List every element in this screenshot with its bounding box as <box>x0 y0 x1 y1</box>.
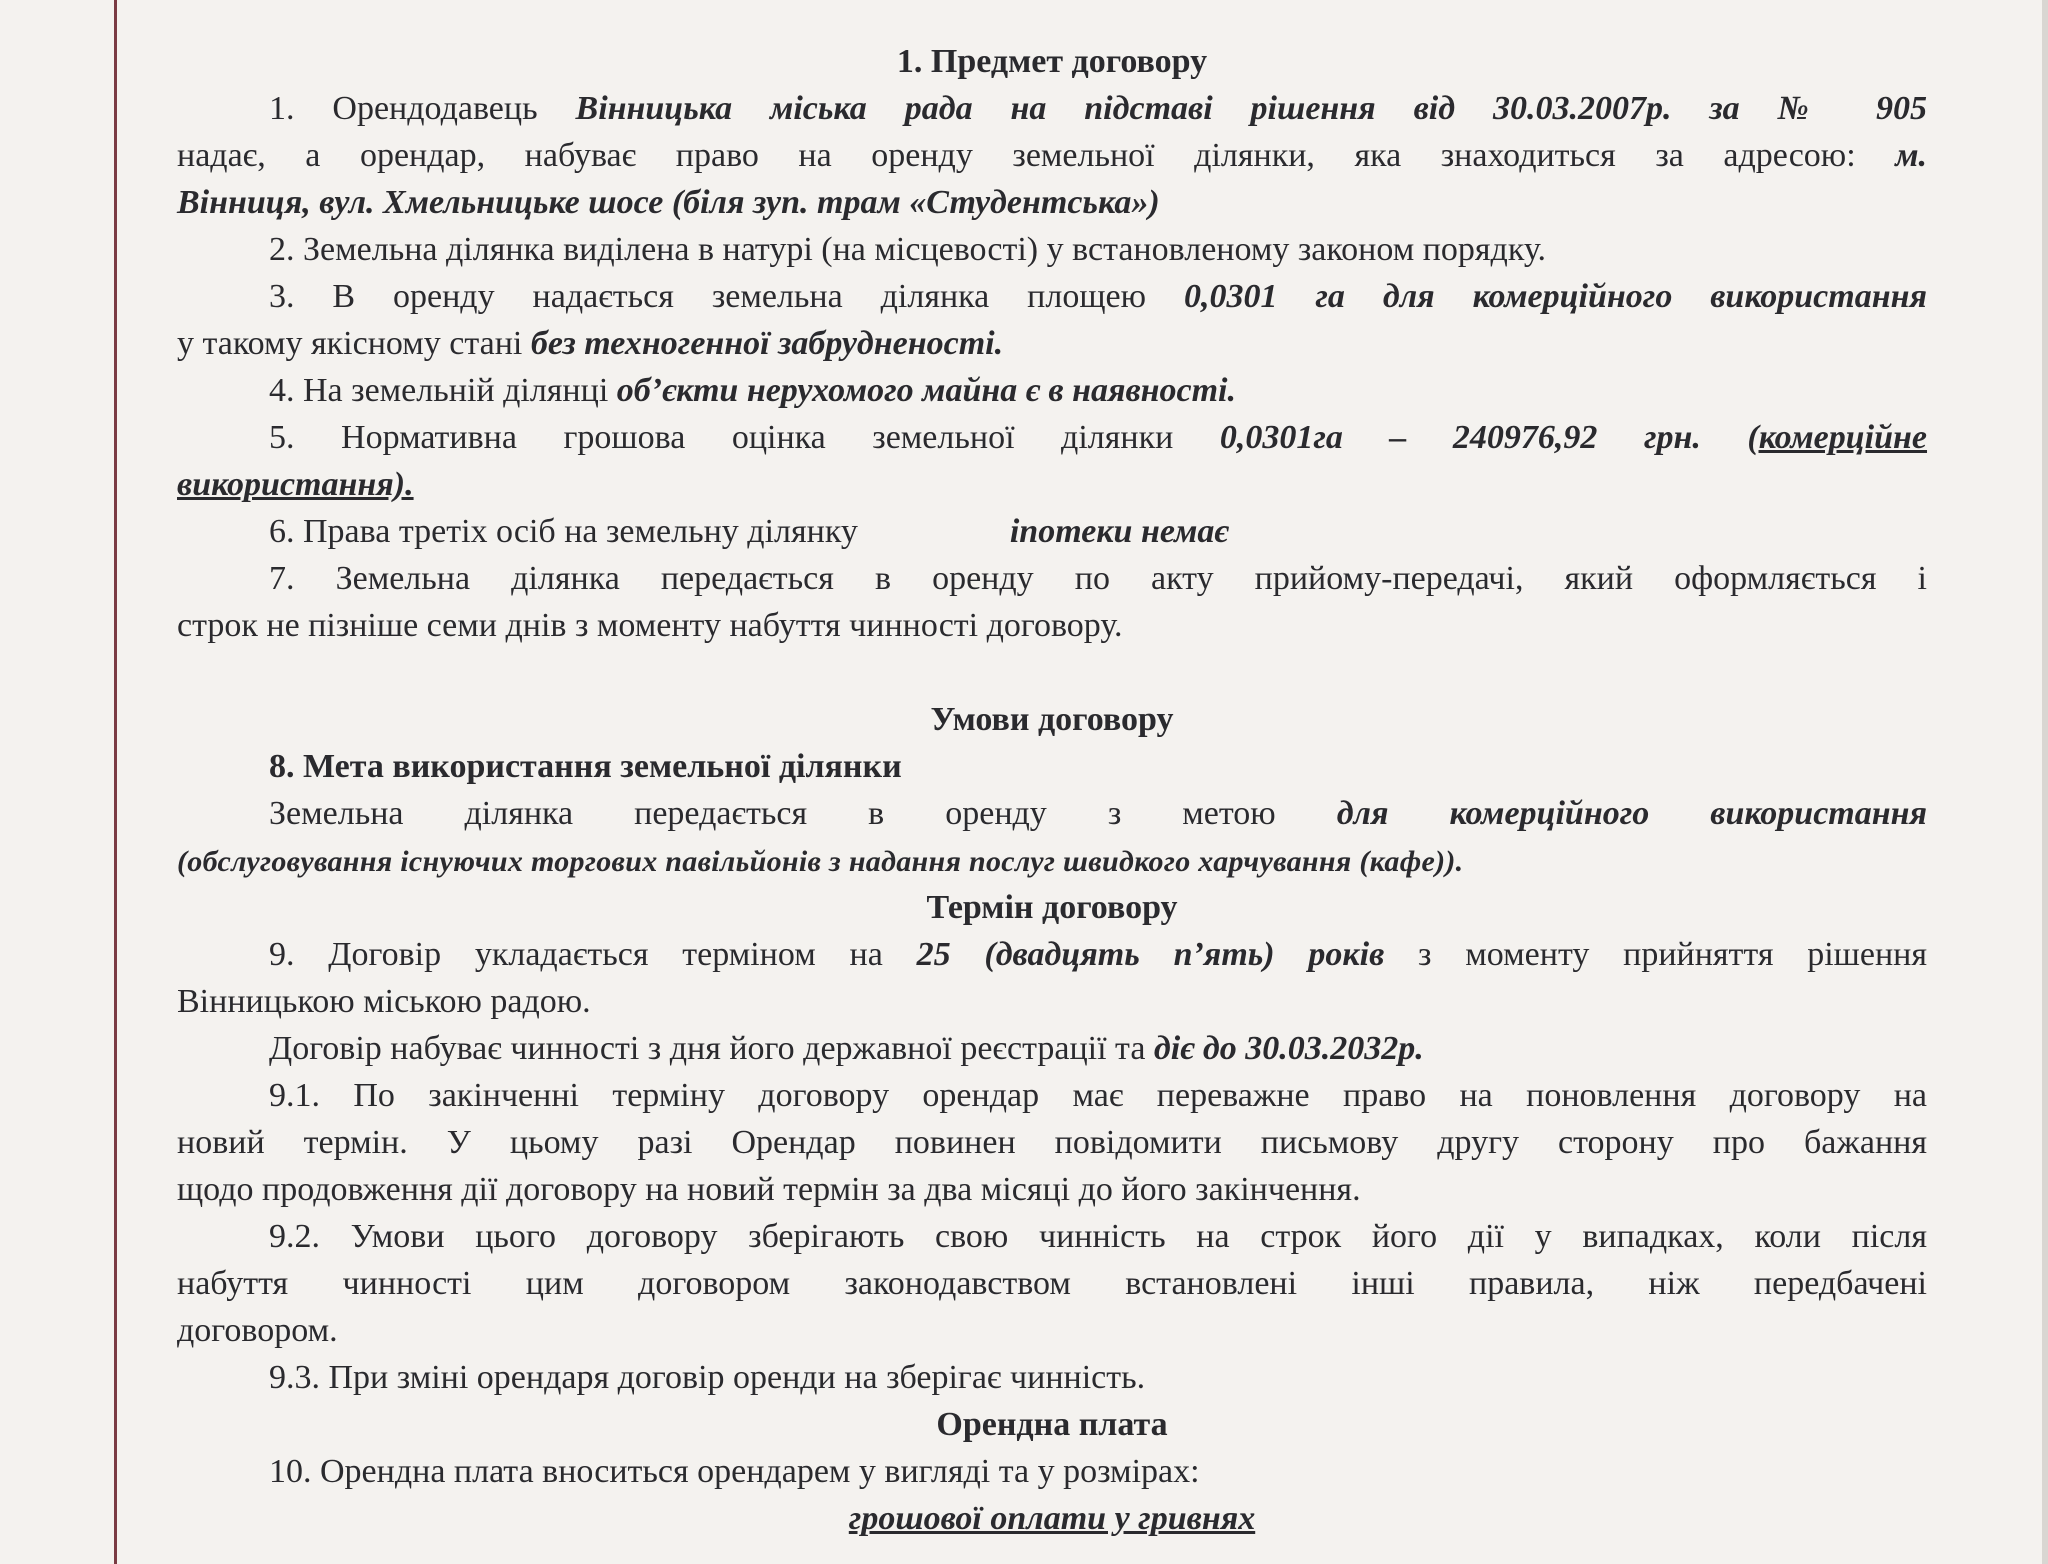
purpose-value: для комерційного використання <box>1336 795 1928 832</box>
paragraph-10: 10. Орендна плата вноситься орендарем у вигляді та у розмірах: <box>269 1453 1200 1490</box>
valuation-value: 0,0301га – 240976,92 грн. <box>1219 419 1701 456</box>
paragraph-9-3: 9.3. При зміні орендаря договір оренди на зберігає чинність. <box>269 1359 1146 1396</box>
paragraph-9-1-line-2: новий термін. У цьому разі Орендар повинен повідомити письмову другу сторону про бажання <box>177 1124 1927 1161</box>
lessor-name: Вінницька міська рада на підставі рішення від 30.03.2007р. за № 905 <box>575 90 1927 127</box>
paragraph-4 <box>177 367 1927 414</box>
usage-type-cont: використання). <box>177 466 414 503</box>
paragraph-9-1-line-3: щодо продовження дії договору на новий термін за два місяці до його закінчення. <box>177 1171 1361 1208</box>
paragraph-3-line-1 <box>177 273 1927 320</box>
section-title-subject: 1. Предмет договору <box>896 43 1208 80</box>
paragraph-9-line-2: Вінницькою міською радою. <box>177 983 591 1020</box>
paragraph-8-line-1 <box>177 790 1927 837</box>
address: Вінниця, вул. Хмельницьке шосе (біля зуп. трам «Студентська») <box>177 184 1160 221</box>
paragraph-8-line-2 <box>177 837 1927 884</box>
usage-type: (комерційне <box>1747 419 1928 456</box>
paragraph-9b <box>177 1025 1927 1072</box>
paragraph-6 <box>177 508 1927 555</box>
paragraph-5-line-2 <box>177 461 1927 508</box>
text: у такому якісному стані <box>177 325 531 362</box>
paragraph-9-2-line-2: набуття чинності цим договором законодавством встановлені інші правила, ніж передбачені <box>177 1265 1927 1302</box>
paragraph-7-line-1: 7. Земельна ділянка передається в оренду по акту прийому-передачі, який оформляється і <box>269 560 1927 597</box>
text: 3. В оренду надається земельна ділянка площею <box>269 278 1184 315</box>
document-body <box>177 38 1927 1542</box>
paragraph-1-line-3 <box>177 179 1927 226</box>
area-value: 0,0301 га для комерційного використання <box>1183 278 1927 315</box>
subsection-title-purpose: 8. Мета використання земельної ділянки <box>269 748 902 785</box>
paragraph-9-2-line-1: 9.2. Умови цього договору зберігають свою чинність на строк його дії у випадках, коли після <box>269 1218 1927 1255</box>
third-party-rights: іпотеки немає <box>1009 513 1229 550</box>
section-title-terms: Умови договору <box>930 701 1174 738</box>
text: з моменту прийняття рішення <box>1384 936 1927 973</box>
paragraph-10-payment-form <box>177 1495 1927 1542</box>
page-edge <box>2042 0 2048 1564</box>
text: Земельна ділянка передається в оренду з метою <box>269 795 1337 832</box>
paragraph-1-line-1 <box>177 85 1927 132</box>
text: 5. Нормативна грошова оцінка земельної ділянки <box>269 419 1220 456</box>
valid-until: діє до 30.03.2032р. <box>1153 1030 1424 1067</box>
text: 6. Права третіх осіб на земельну ділянку <box>269 513 858 550</box>
paragraph-9-2-line-3: договором. <box>177 1312 338 1349</box>
section-title-term: Термін договору <box>926 889 1178 926</box>
condition-value: без техногенної забрудненості. <box>530 325 1004 362</box>
text: надає, а орендар, набуває право на оренду земельної ділянки, яка знаходиться за адресою: <box>177 137 1896 174</box>
paragraph-5-line-1 <box>177 414 1927 461</box>
margin-line <box>114 0 117 1564</box>
term-value: 25 (двадцять п’ять) років <box>916 936 1385 973</box>
paragraph-7-line-2: строк не пізніше семи днів з моменту набуття чинності договору. <box>177 607 1123 644</box>
paragraph-9-line-1 <box>177 931 1927 978</box>
text: 4. На земельній ділянці <box>269 372 617 409</box>
paragraph-9-1-line-1: 9.1. По закінченні терміну договору орендар має переважне право на поновлення договору на <box>269 1077 1927 1114</box>
purpose-details: (обслуговування існуючих торгових павільйонів з надання послуг швидкого харчування (кафе)). <box>177 845 1464 878</box>
paragraph-2: 2. Земельна ділянка виділена в натурі (на місцевості) у встановленому законом порядку. <box>269 231 1546 268</box>
paragraph-1-line-2 <box>177 132 1927 179</box>
paragraph-3-line-2 <box>177 320 1927 367</box>
address-city: м. <box>1895 137 1927 174</box>
section-title-rent: Орендна плата <box>936 1406 1168 1443</box>
property-status: об’єкти нерухомого майна є в наявності. <box>616 372 1237 409</box>
text: 9. Договір укладається терміном на <box>269 936 917 973</box>
text: Договір набуває чинності з дня його державної реєстрації та <box>269 1030 1154 1067</box>
payment-form: грошової оплати у гривнях <box>848 1500 1256 1537</box>
text: 1. Орендодавець <box>269 90 576 127</box>
